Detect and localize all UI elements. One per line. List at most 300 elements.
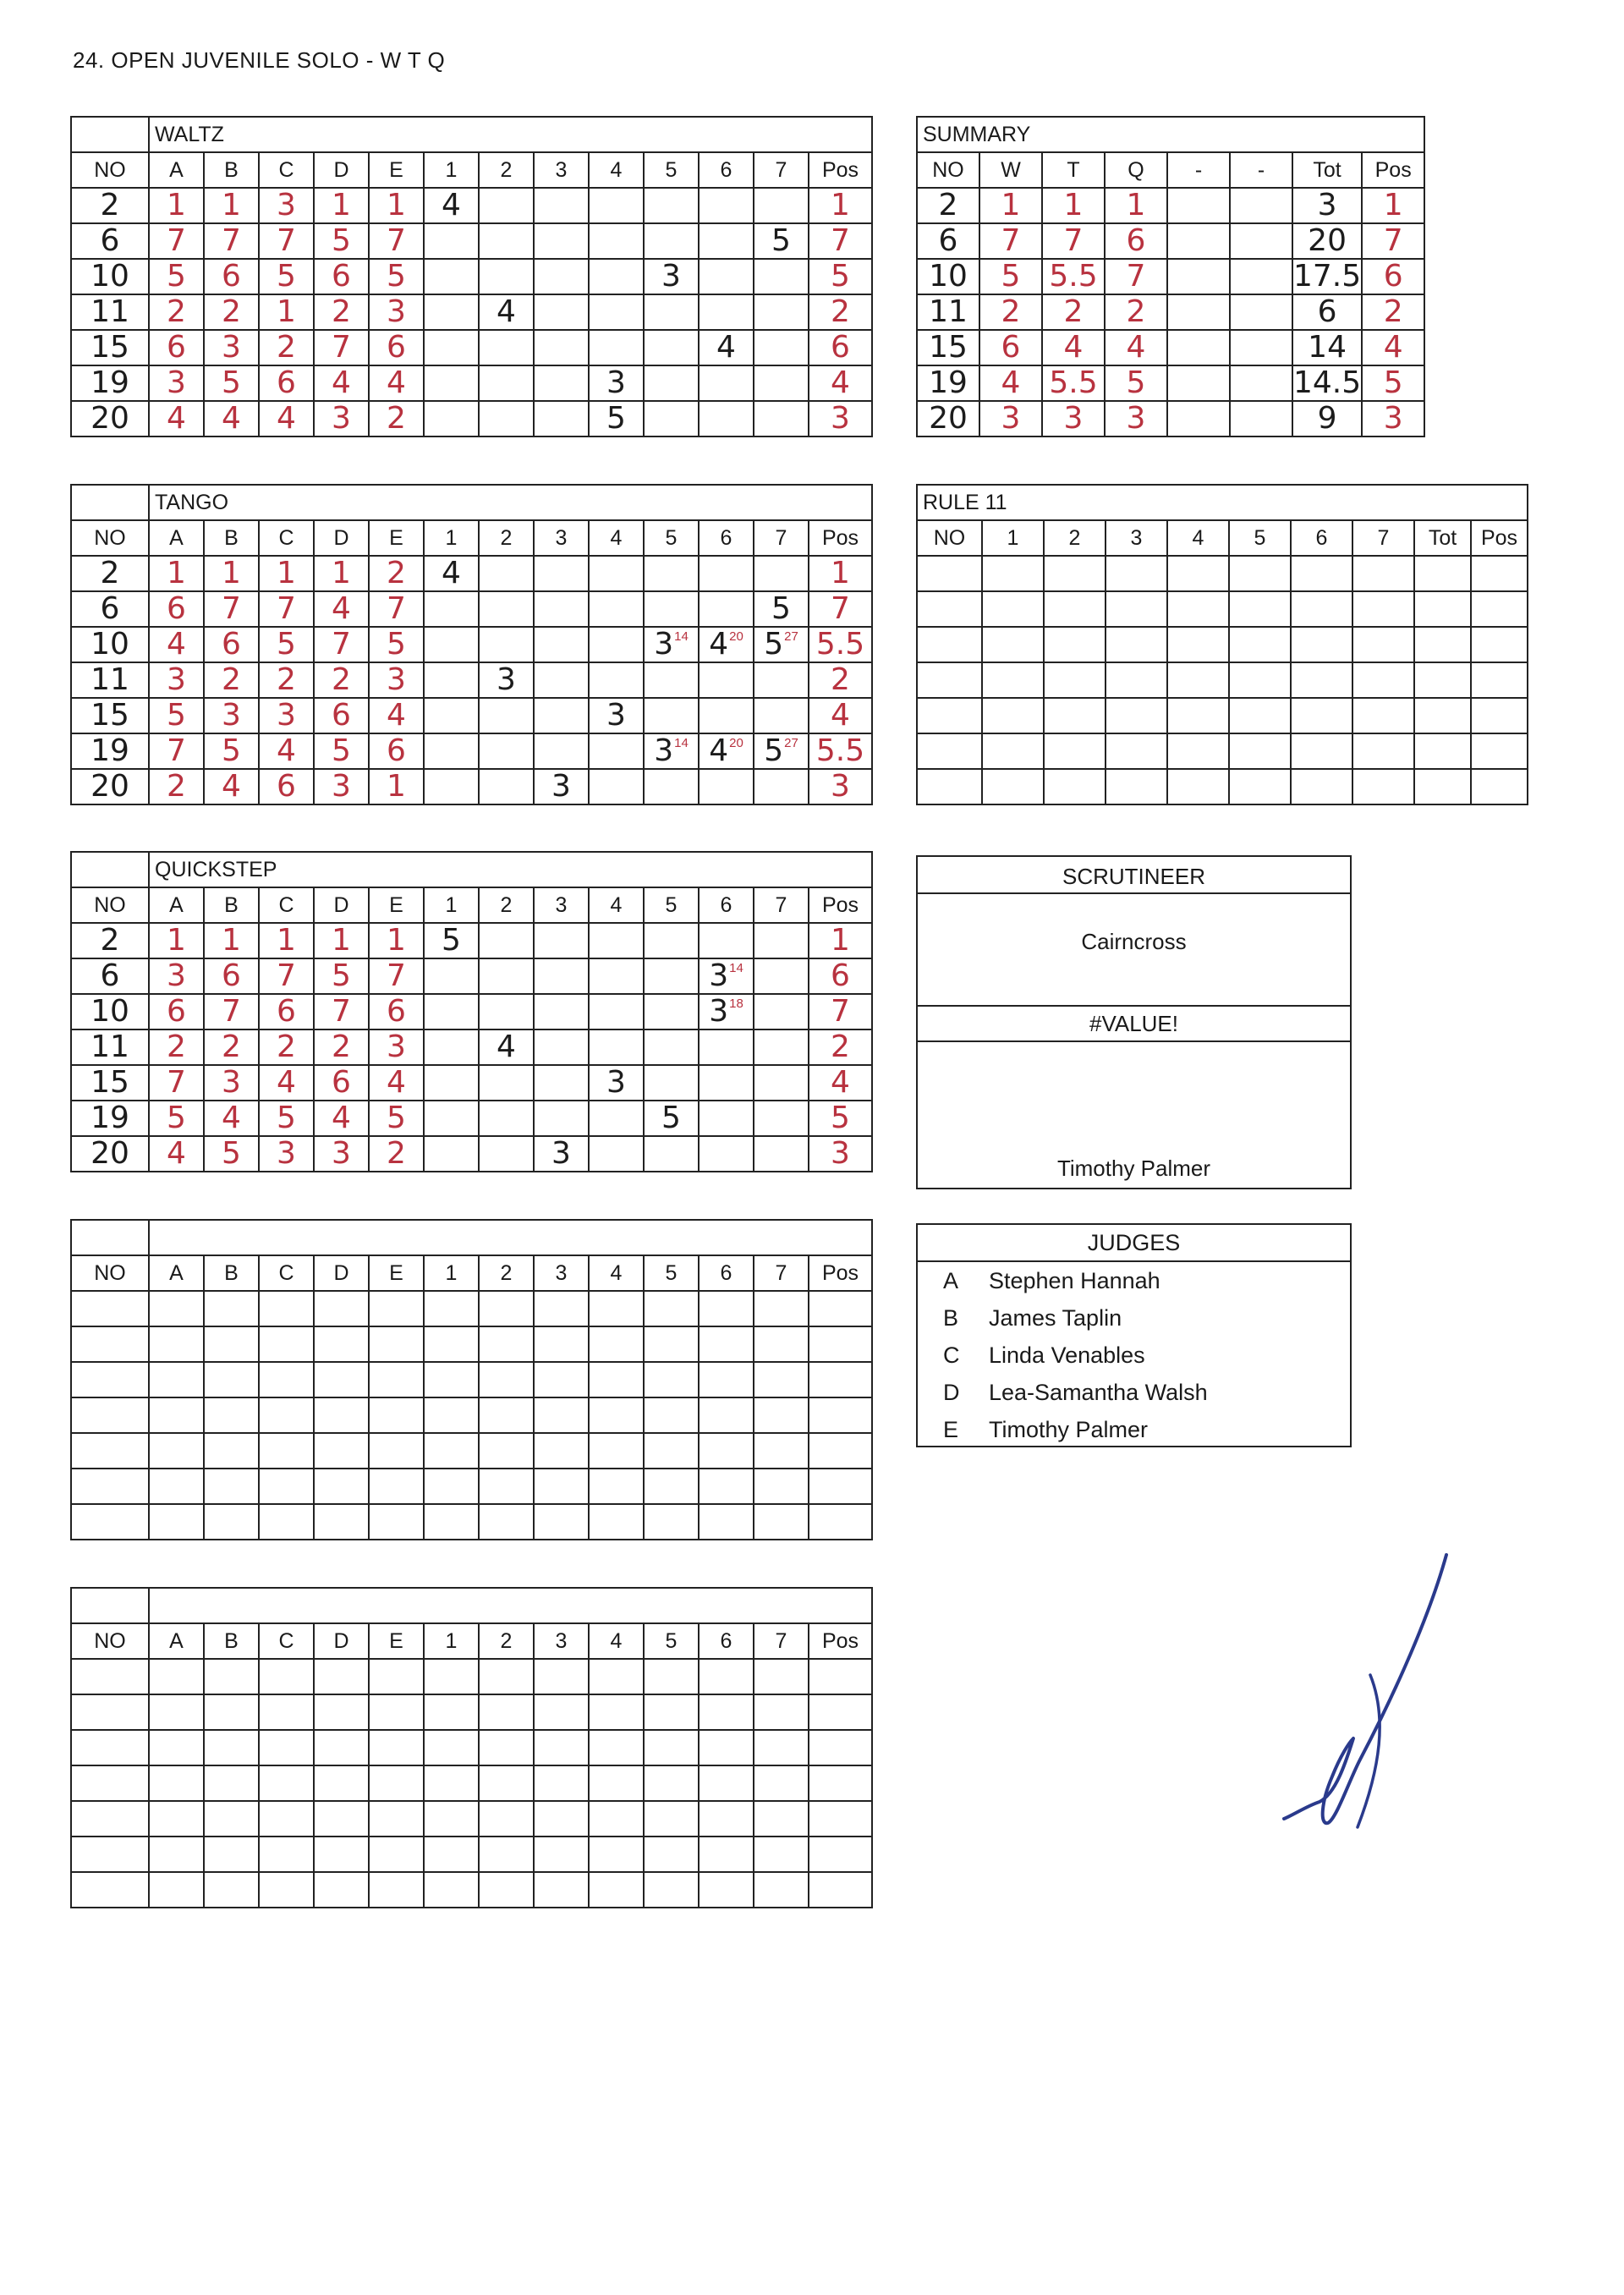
column-header: - [1167,152,1230,188]
column-header: E [369,1623,424,1659]
cell-value: 3 [497,662,516,697]
cell-value: 3 [332,1136,351,1171]
cell-value: 3 [1001,401,1021,436]
cell-value: 6 [831,330,850,365]
column-header: 2 [1044,520,1106,556]
cell-value: 5 [332,733,351,768]
cell-value: 7 [831,591,850,626]
cell-value: 6 [1001,330,1021,365]
judge-name: Lea-Samantha Walsh [989,1380,1208,1405]
cell-value: 4 [831,1065,850,1100]
cell-value: 5 [442,923,461,958]
cell-value: 11 [91,662,129,697]
tiebreak-note: 20 [729,629,743,644]
cell-value: 2 [831,1029,850,1064]
column-header: Pos [809,152,872,188]
table-row [71,591,872,627]
table-row [71,733,872,769]
cell-value: 2 [277,662,296,697]
judge-entry [943,1337,1145,1374]
cell-value: 10 [91,994,129,1029]
cell-value: 5 [222,733,241,768]
table-row [917,627,1528,662]
cell-value: 2 [387,1136,406,1171]
cell-value: 1 [277,556,296,590]
table-row [71,769,872,804]
cell-value: 7 [167,1065,186,1100]
cell-value: 2 [167,294,186,329]
cell-value: 4 [387,365,406,400]
column-header: NO [917,152,979,188]
cell-value: 3 [551,1136,571,1171]
cell-value: 5 [1001,259,1021,294]
table-row [71,1469,872,1504]
judge-name: James Taplin [989,1305,1122,1331]
column-header: NO [71,1623,149,1659]
column-header: 6 [699,520,754,556]
table-row [917,591,1528,627]
cell-value: 3 [332,401,351,436]
cell-value: 4 [222,1101,241,1135]
judges-heading: JUDGES [918,1225,1350,1262]
cell-value: 2 [100,556,120,590]
table-row [71,1136,872,1172]
column-header: B [204,887,259,923]
cell-value: 4 [442,188,461,222]
cell-value: 3 [167,662,186,697]
cell-value: 7 [387,958,406,993]
cell-value: 1 [277,923,296,958]
cell-value: 4 [222,401,241,436]
cell-value: 20 [91,769,129,804]
column-header: 1 [424,1255,479,1291]
cell-value: 2 [387,401,406,436]
column-header: 6 [699,1255,754,1291]
column-header: Pos [1471,520,1528,556]
column-header: Tot [1292,152,1362,188]
cell-value: 1 [222,923,241,958]
cell-value: 2 [332,294,351,329]
cell-value: 6 [277,994,296,1029]
cell-value: 9 [1317,401,1337,436]
column-header: A [149,1623,204,1659]
tiebreak-note: 18 [729,997,743,1011]
cell-value: 2 [1001,294,1021,329]
column-header: A [149,887,204,923]
column-header: 5 [644,887,699,923]
table-row [71,1101,872,1136]
cell-value: 3 [1383,401,1403,436]
cell-value: 4 [277,401,296,436]
dance-table-quickstep [70,851,873,1172]
cell-value: 5 [606,401,626,436]
cell-value: 1 [332,188,351,222]
tiebreak-note: 14 [674,736,689,750]
cell-value: 1 [167,188,186,222]
cell-value: 2 [1063,294,1084,329]
table-row [917,698,1528,733]
cell-value: 3 [551,769,571,804]
cell-value: 4 [442,556,461,590]
cell-value: 2 [831,662,850,697]
column-header: 7 [754,887,809,923]
column-header: 5 [644,1623,699,1659]
cell-value: 20 [91,401,129,436]
table-row [917,733,1528,769]
table-row [71,662,872,698]
cell-value: 6 [100,591,120,626]
cell-value: 3 [606,698,626,733]
cell-value: 6 [222,259,241,294]
column-header: C [259,1623,314,1659]
column-header: 3 [1106,520,1167,556]
cell-value: 6 [332,259,351,294]
column-header: 4 [589,1255,644,1291]
cell-value: 1 [831,556,850,590]
judge-letter: A [943,1268,959,1293]
cell-value: 1 [167,923,186,958]
cell-value: 2 [277,330,296,365]
cell-value: 1 [387,923,406,958]
cell-value: 5 [277,1101,296,1135]
cell-value: 15 [929,330,968,365]
cell-value: 7 [332,627,351,662]
column-header: D [314,152,369,188]
cell-value: 7 [1001,223,1021,258]
cell-value: 5 [222,365,241,400]
cell-value: 19 [929,365,968,400]
judges-box [916,1223,1352,1447]
cell-value: 15 [91,1065,129,1100]
table-row [71,923,872,958]
column-header: NO [71,887,149,923]
cell-value: 11 [91,1029,129,1064]
cell-value: 4 [332,1101,351,1135]
scrutineer-box [916,855,1352,1189]
dance-table-blank [70,1219,873,1540]
column-header: 3 [534,1255,589,1291]
column-header: Pos [1362,152,1424,188]
judge-letter: C [943,1342,960,1368]
cell-value: 4 [387,698,406,733]
summary-title: SUMMARY [917,117,1424,152]
cell-value: 1 [387,769,406,804]
cell-value: 2 [100,923,120,958]
cell-value: 6 [222,627,241,662]
column-header: 6 [1291,520,1352,556]
cell-value: 3 [277,188,296,222]
table-row [917,556,1528,591]
cell-value: 5 [764,733,784,768]
cell-value: 17.5 [1293,259,1362,294]
cell-value: 1 [387,188,406,222]
table-row [71,401,872,436]
column-header: 7 [754,1255,809,1291]
table-row [71,958,872,994]
judge-entry [943,1411,1148,1448]
cell-value: 10 [91,259,129,294]
table-row [71,1065,872,1101]
cell-value: 2 [222,662,241,697]
cell-value: 14.5 [1293,365,1362,400]
cell-value: 2 [332,662,351,697]
cell-value: 4 [709,733,729,768]
cell-value: 4 [497,1029,516,1064]
cell-value: 6 [167,994,186,1029]
dance-title [149,1588,872,1623]
cell-value: 3 [606,1065,626,1100]
table-row [71,1397,872,1433]
judge-letter: D [943,1380,960,1405]
column-header: E [369,152,424,188]
table-row [71,330,872,365]
table-row [71,1659,872,1694]
cell-value: 19 [91,1101,129,1135]
cell-value: 5 [277,627,296,662]
cell-value: 3 [222,330,241,365]
column-header: 1 [424,1623,479,1659]
table-row [71,1326,872,1362]
table-row [71,1765,872,1801]
cell-value: 5 [771,591,791,626]
cell-value: 15 [91,330,129,365]
cell-value: 6 [277,769,296,804]
cell-value: 1 [831,188,850,222]
table-row [71,1362,872,1397]
cell-value: 1 [1001,188,1021,222]
table-row [917,365,1424,401]
column-header: C [259,520,314,556]
cell-value: 1 [1126,188,1146,222]
cell-value: 4 [167,1136,186,1171]
column-header: C [259,152,314,188]
cell-value: 3 [709,994,729,1029]
cell-value: 2 [938,188,958,222]
cell-value: 7 [277,958,296,993]
column-header: A [149,1255,204,1291]
cell-value: 1 [1383,188,1403,222]
rule11-table [916,484,1528,805]
cell-value: 5 [167,1101,186,1135]
column-header: 5 [644,520,699,556]
column-header: 7 [754,152,809,188]
cell-value: 2 [332,1029,351,1064]
cell-value: 4 [709,627,729,662]
column-header: D [314,1255,369,1291]
column-header: 1 [424,152,479,188]
cell-value: 5 [167,698,186,733]
cell-value: 2 [167,1029,186,1064]
cell-value: 6 [1317,294,1337,329]
column-header: D [314,887,369,923]
cell-value: 3 [831,769,850,804]
cell-value: 3 [387,294,406,329]
cell-value: 1 [332,556,351,590]
cell-value: 4 [332,591,351,626]
column-header: 2 [479,887,534,923]
cell-value: 4 [1126,330,1146,365]
table-row [917,188,1424,223]
column-header: E [369,520,424,556]
cell-value: 5 [277,259,296,294]
cell-value: 20 [1308,223,1347,258]
cell-value: 5 [1383,365,1403,400]
cell-value: 1 [222,556,241,590]
column-header: - [1230,152,1292,188]
dance-title: TANGO [149,485,872,520]
column-header: 4 [589,887,644,923]
column-header: 1 [424,887,479,923]
column-header: 1 [424,520,479,556]
cell-value: 7 [831,994,850,1029]
cell-value: 6 [222,958,241,993]
cell-value: 6 [277,365,296,400]
cell-value: 7 [387,223,406,258]
column-header: 6 [699,152,754,188]
cell-value: 4 [277,733,296,768]
cell-value: 4 [332,365,351,400]
cell-value: 1 [1063,188,1084,222]
cell-value: 2 [1126,294,1146,329]
table-row [71,1029,872,1065]
judge-name: Timothy Palmer [989,1417,1149,1442]
cell-value: 3 [1063,401,1084,436]
column-header: 6 [699,887,754,923]
column-header: C [259,887,314,923]
judge-entry [943,1299,1122,1337]
cell-value: 5 [1126,365,1146,400]
rule11-title: RULE 11 [917,485,1528,520]
cell-value: 10 [91,627,129,662]
cell-value: 7 [167,733,186,768]
column-header: D [314,1623,369,1659]
summary-table [916,116,1425,437]
cell-value: 5 [387,627,406,662]
tiebreak-note: 14 [674,629,689,644]
cell-value: 3 [831,1136,850,1171]
cell-value: 3 [167,958,186,993]
table-row [71,627,872,662]
column-header: 4 [589,520,644,556]
cell-value: 4 [1001,365,1021,400]
column-header: 3 [534,1623,589,1659]
cell-value: 4 [1383,330,1403,365]
column-header: B [204,520,259,556]
page-title: 24. OPEN JUVENILE SOLO - W T Q [73,47,446,73]
cell-value: 3 [654,733,674,768]
cell-value: 3 [222,698,241,733]
cell-value: 5.5 [1049,259,1098,294]
cell-value: 5.5 [815,627,865,662]
table-row [71,698,872,733]
column-header: Pos [809,1255,872,1291]
judge-entry [943,1262,1160,1299]
cell-value: 7 [332,330,351,365]
signature [1269,1548,1489,1836]
dance-table-tango [70,484,873,805]
column-header: 2 [479,152,534,188]
cell-value: 5 [387,1101,406,1135]
cell-value: 5 [661,1101,681,1135]
cell-value: 3 [222,1065,241,1100]
cell-value: 3 [606,365,626,400]
cell-value: 5 [831,1101,850,1135]
cell-value: 4 [167,627,186,662]
table-row [71,1291,872,1326]
column-header: 1 [982,520,1044,556]
column-header: Tot [1414,520,1471,556]
cell-value: 20 [91,1136,129,1171]
column-header: 3 [534,887,589,923]
cell-value: 3 [277,1136,296,1171]
cell-value: 5.5 [1049,365,1098,400]
table-row [917,223,1424,259]
cell-value: 5 [831,259,850,294]
cell-value: 10 [929,259,968,294]
column-header: A [149,152,204,188]
table-row [71,188,872,223]
column-header: Pos [809,520,872,556]
cell-value: 6 [831,958,850,993]
table-row [71,365,872,401]
cell-value: 4 [277,1065,296,1100]
table-row [71,259,872,294]
cell-value: 3 [1317,188,1337,222]
column-header: 2 [479,520,534,556]
cell-value: 5 [764,627,784,662]
column-header: 3 [534,520,589,556]
column-header: Pos [809,1623,872,1659]
table-row [71,1837,872,1872]
column-header: 2 [479,1255,534,1291]
cell-value: 2 [100,188,120,222]
value-error-label: #VALUE! [1089,1011,1178,1036]
table-row [917,769,1528,804]
cell-value: 5 [387,259,406,294]
column-header: Q [1105,152,1167,188]
judge-name: Stephen Hannah [989,1268,1160,1293]
cell-value: 5.5 [815,733,865,768]
column-header: Pos [809,887,872,923]
cell-value: 3 [654,627,674,662]
cell-value: 6 [100,223,120,258]
column-header: T [1042,152,1105,188]
table-row [917,259,1424,294]
cell-value: 3 [387,662,406,697]
cell-value: 7 [387,591,406,626]
cell-value: 2 [167,769,186,804]
cell-value: 20 [929,401,968,436]
dance-title: WALTZ [149,117,872,152]
column-header: NO [71,1255,149,1291]
cell-value: 2 [222,1029,241,1064]
table-row [71,223,872,259]
column-header: C [259,1255,314,1291]
column-header: B [204,152,259,188]
column-header: 5 [1229,520,1291,556]
cell-value: 7 [1063,223,1084,258]
column-header: B [204,1255,259,1291]
cell-value: 6 [387,994,406,1029]
cell-value: 6 [332,698,351,733]
cell-value: 3 [831,401,850,436]
cell-value: 19 [91,365,129,400]
judge-name: Linda Venables [989,1342,1145,1368]
cell-value: 7 [831,223,850,258]
cell-value: 6 [1383,259,1403,294]
tiebreak-note: 14 [729,961,743,975]
cell-value: 7 [167,223,186,258]
